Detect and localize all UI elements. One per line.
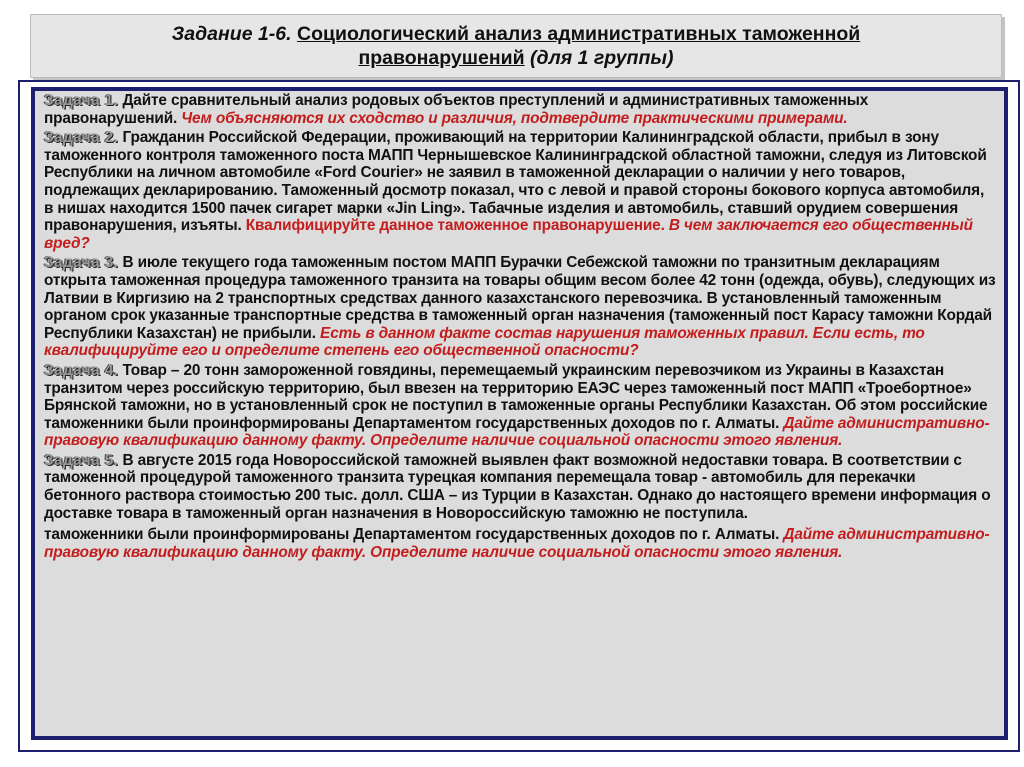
task-label: Задача 5.: [44, 451, 119, 469]
title-main-line2: правонарушений: [358, 47, 525, 69]
task-body: Дайте сравнительный анализ родовых объектов преступлений и административных таможенных правонарушений.: [44, 92, 869, 127]
task-question: Есть в данном факте состав нарушения таможенных правил. Если есть, то квалифицируйте его и определите степень его общественной опасности?: [44, 324, 925, 360]
title-line-1: [31, 22, 1001, 46]
task-question-plain: Квалифицируйте данное таможенное правонарушение.: [245, 217, 669, 235]
task-question: В чем заключается его общественный вред?: [44, 217, 973, 252]
title-main-line1: Социологический анализ административных таможенной: [296, 23, 861, 45]
task-body: Гражданин Российской Федерации, проживающий на территории Калининградской области, прибыл в зону таможенного контроля таможенного поста МАПП Чернышевское Калининградской областной таможни, следуя из Литовской Республики на личном автомобиле «Ford Courier» не заявил в таможенной декларации о наличии у него товаров, подлежащих декларированию. Таможенный досмотр показал, что с левой и правой стороны бокового корпуса автомобиля, в нишах находится 1500 пачек сигарет марки «Jin Ling». Табачные изделия и автомобиль, ставший орудием совершения правонарушения, изъяты.: [44, 129, 987, 235]
task-4: [44, 362, 996, 450]
task-body: В августе 2015 года Новороссийской таможней выявлен факт возможной недоставки товара. В соответствии с таможенной процедурой таможенного транзита турецкая компания перемещала товар - автомобиль для перекачки бетонного раствора стоимостью 200 тыс. долл. США – из Турции в Казахстан. Однако до настоящего времени информация о доставке товара в таможенный орган назначения в Новороссийскую таможню не поступила.: [44, 451, 991, 522]
task-5: [44, 452, 996, 562]
title-band: [30, 14, 1002, 78]
task-question: Дайте административно-правовую квалификацию данному факту. Определите наличие социальной опасности этого явления.: [44, 414, 990, 450]
title-prefix: Задание 1-6.: [171, 23, 292, 45]
task-1: [44, 92, 996, 127]
task-body-continued: таможенники были проинформированы Департаментом государственных доходов по г. Алматы.: [44, 526, 784, 544]
task-label: Задача 3.: [44, 254, 119, 272]
task-3: [44, 254, 996, 360]
task-body: В июле текущего года таможенным постом МАПП Бурачки Себежской таможни по транзитным декларациям открыта таможенная процедура таможенного транзита на товары общим весом более 42 тонн (одежда, обувь), следующих из Латвии в Киргизию на 2 транспортных средствах данного казахстанского перевозчика. В установленный таможенным органом срок указанные транспортные средства в таможенный орган назначения (таможенный пост Карасу таможни Кордай Республики Казахстан) не прибыли.: [44, 254, 996, 342]
title-suffix: (для 1 группы): [530, 47, 674, 69]
task-body: Товар – 20 тонн замороженной говядины, перемещаемый украинским перевозчиком из Украины в Казахстан транзитом через российскую территорию, был ввезен на территорию ЕАЭС через таможенный пост МАПП «Троебортное» Брянской таможни, но в установленный срок не поступил в таможенные органы Республики Казахстан. Об этом российские таможенники были проинформированы Департаментом государственных доходов по г. Алматы.: [44, 361, 988, 432]
task-2: [44, 129, 996, 252]
task-question: Дайте административно-правовую квалификацию данному факту. Определите наличие социальной опасности этого явления.: [44, 526, 990, 561]
task-label: Задача 1.: [44, 92, 119, 109]
content-box: [31, 87, 1008, 740]
title-line-2: [31, 46, 1001, 70]
task-label: Задача 2.: [44, 129, 119, 147]
task-question: Чем объясняются их сходство и различия, подтвердите практическими примерами.: [181, 109, 848, 127]
task-label: Задача 4.: [44, 361, 119, 379]
